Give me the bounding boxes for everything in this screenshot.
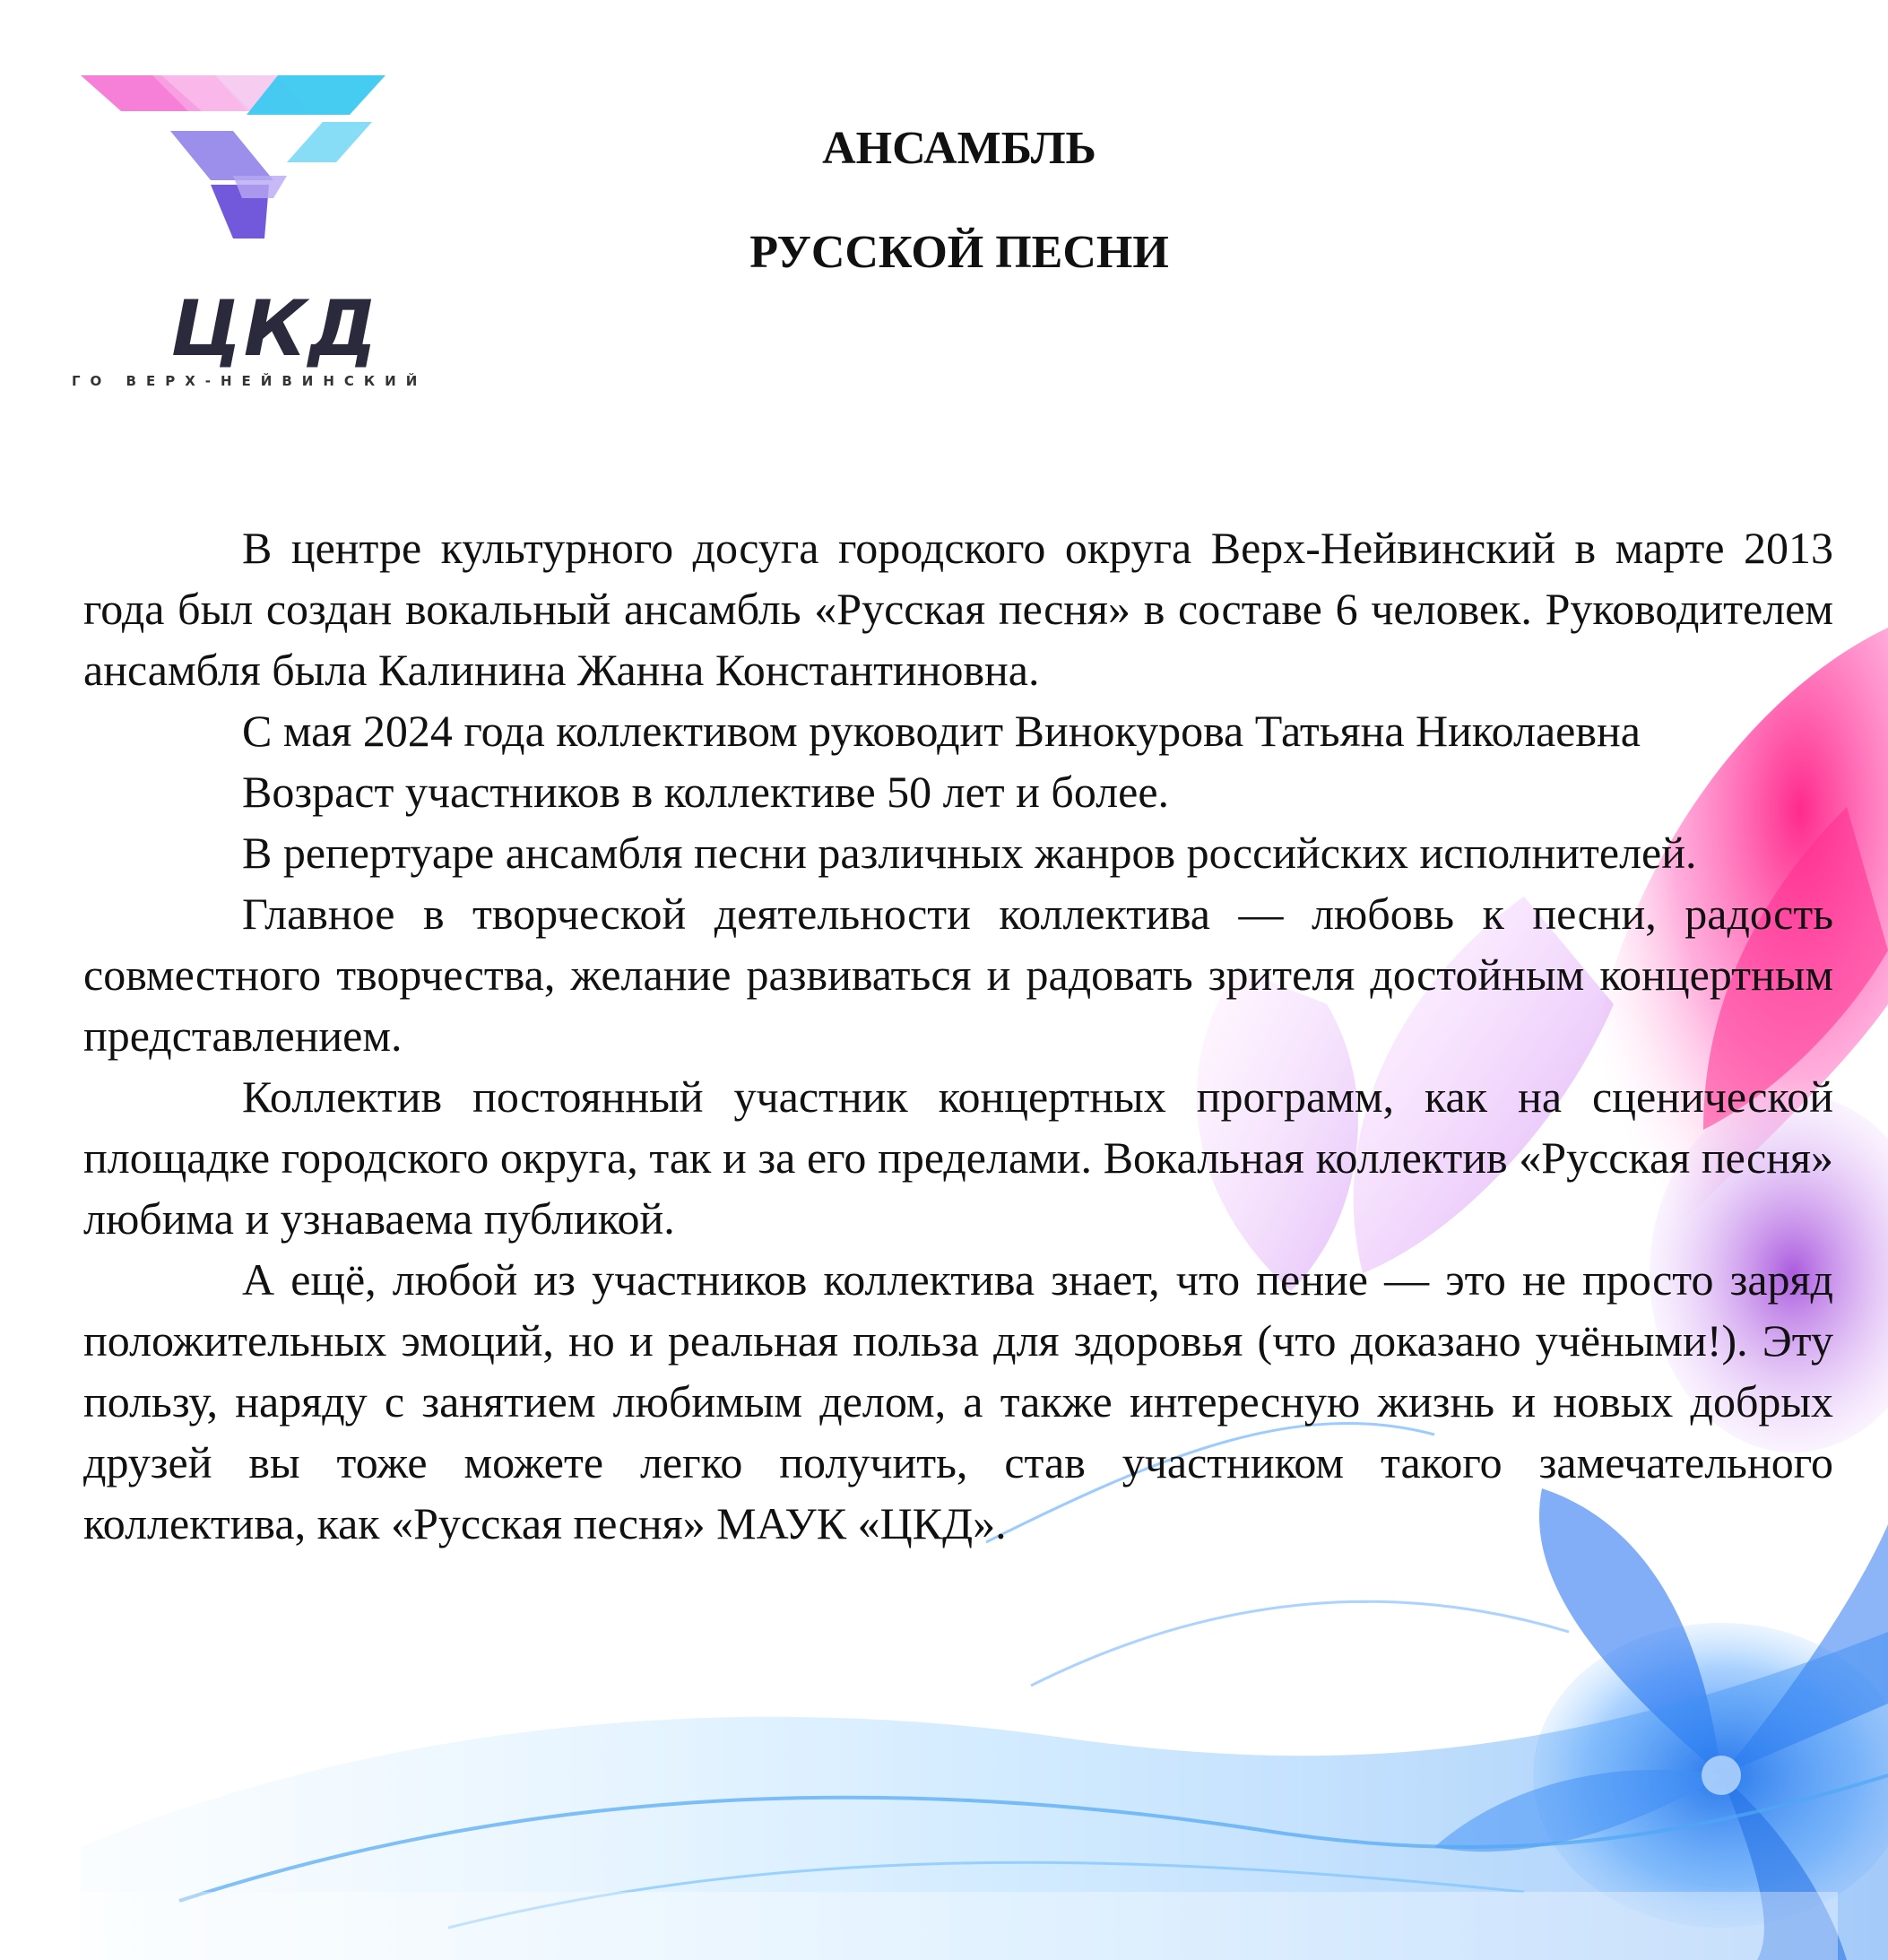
paragraph-main-idea: Главное в творческой деятельности коллектива — любовь к песни, радость совместного творчества, желание развиваться и радовать зрителя достойным концертным представлением. [83,889,1833,1061]
ckd-logo-mark [63,41,457,292]
paragraph-repertoire: В репертуаре ансамбля песни различных жанров российских исполнителей. [242,828,1697,878]
paragraph-history: В центре культурного досуга городского округа Верх-Нейвинский в марте 2013 года был создан вокальный ансамбль «Русская песня» в составе 6 человек. Руководителем ансамбля была Калинина Жанна Константиновна. [83,523,1833,695]
logo-subtitle: ГО ВЕРХ-НЕЙВИНСКИЙ [72,373,428,389]
paragraph-leader: С мая 2024 года коллективом руководит Винокурова Татьяна Николаевна [242,706,1641,756]
document-title-line-1: АНСАМБЛЬ [822,123,1096,174]
document-title-line-2: РУССКОЙ ПЕСНИ [749,227,1169,278]
document-body [83,517,1833,1554]
paragraph-invitation: А ещё, любой из участников коллектива знает, что пение — это не просто заряд положительных эмоций, но и реальная польза для здоровья (что доказано учёными!). Эту пользу, наряду с занятием любимым делом, а также интересную жизнь и новых добрых друзей вы тоже можете легко получить, став участником такого замечательного коллектива, как «Русская песня» МАУК «ЦКД». [83,1254,1833,1548]
paragraph-performances: Коллектив постоянный участник концертных программ, как на сценической площадке городского округа, так и за его пределами. Вокальная коллектив «Русская песня» любима и узнаваема публикой. [83,1071,1833,1244]
ckd-logo [63,41,457,389]
paragraph-age: Возраст участников в коллективе 50 лет и более. [242,767,1170,817]
logo-brand-text: ЦКД [170,284,379,374]
